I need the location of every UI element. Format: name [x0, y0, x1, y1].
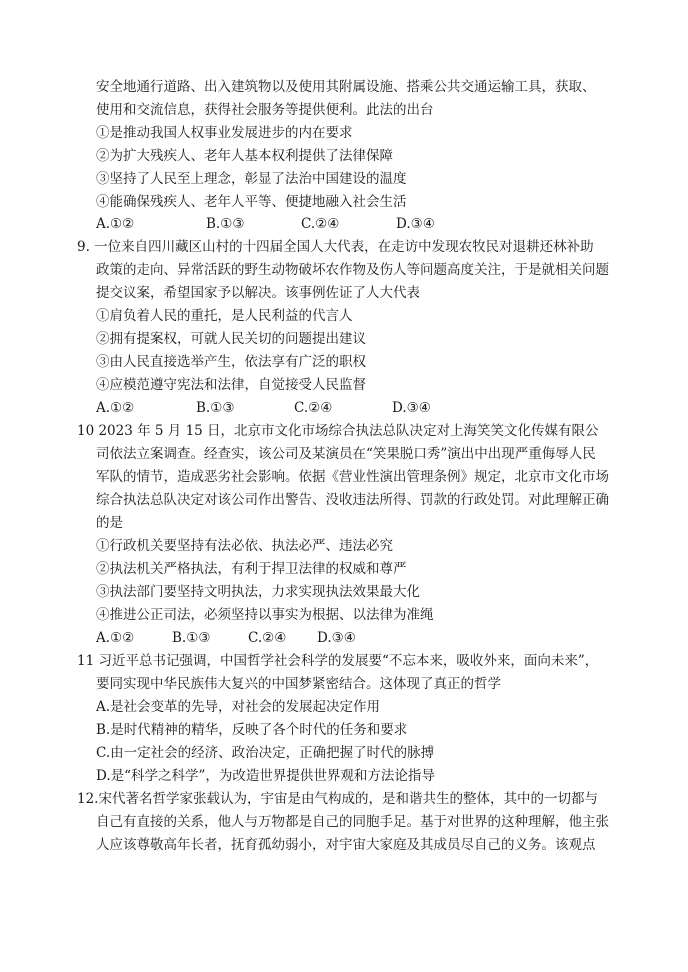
q9-stem-line: 9. 一位来自四川藏区山村的十四届全国人大代表，在走访中发现农牧民对退耕还林补助 [77, 239, 594, 255]
q9-statement: ②拥有提案权，可就人民关切的问题提出建议 [96, 331, 366, 347]
q9-option-d[interactable]: D.③④ [392, 400, 431, 416]
q8-option-d[interactable]: D.③④ [396, 216, 435, 232]
q8-option-c[interactable]: C.②④ [301, 216, 340, 232]
q12-stem-line: 12.宋代著名哲学家张载认为，宇宙是由气构成的，是和谐共生的整体，其中的一切都与 [77, 791, 598, 807]
q11-choice-a[interactable]: A.是社会变革的先导，对社会的发展起决定作用 [96, 699, 381, 715]
q8-statement: ①是推动我国人权事业发展进步的内在要求 [96, 125, 353, 141]
q8-option-a[interactable]: A.①② [96, 216, 135, 232]
q9-option-a[interactable]: A.①② [96, 400, 135, 416]
q9-statement: ④应模范遵守宪法和法律，自觉接受人民监督 [96, 377, 366, 393]
q10-statement: ④推进公正司法，必须坚持以事实为根据、以法律为准绳 [96, 607, 434, 623]
q9-statement: ①肩负着人民的重托，是人民利益的代言人 [96, 308, 353, 324]
q8-statement: ③坚持了人民至上理念，彰显了法治中国建设的温度 [96, 171, 407, 187]
q8-option-b[interactable]: B.①③ [206, 216, 245, 232]
q9-options [96, 397, 616, 419]
q9-stem-line: 政策的走向、异常活跃的野生动物破坏农作物及伤人等问题高度关注，于是就相关问题 [96, 262, 609, 278]
q11-stem-line: 要同实现中华民族伟大复兴的中国梦紧密结合。这体现了真正的哲学 [96, 676, 501, 692]
q10-option-a[interactable]: A.①② [96, 630, 135, 646]
q12-stem-line: 自己有直接的关系，他人与万物都是自己的同胞手足。基于对世界的这种理解，他主张 [96, 814, 609, 830]
q10-stem-line: 司依法立案调查。经查实，该公司及某演员在“笑果脱口秀”演出中出现严重侮辱人民 [96, 446, 596, 462]
q9-stem-line: 提交议案，希望国家予以解决。该事例佐证了人大代表 [96, 285, 420, 301]
q11-stem-line: 11 习近平总书记强调，中国哲学社会科学的发展要“不忘本来，吸收外来，面向未来”， [77, 653, 599, 669]
q9-option-c[interactable]: C.②④ [294, 400, 333, 416]
q11-choice-b[interactable]: B.是时代精神的精华，反映了各个时代的任务和要求 [96, 722, 408, 738]
q10-option-c[interactable]: C.②④ [248, 630, 287, 646]
q10-stem-line: 的是 [96, 515, 123, 531]
q9-statement: ③由人民直接选举产生，依法享有广泛的职权 [96, 354, 366, 370]
q11-choice-d[interactable]: D.是“科学之科学”，为改造世界提供世界观和方法论指导 [96, 768, 435, 784]
q8-statement: ②为扩大残疾人、老年人基本权利提供了法律保障 [96, 148, 393, 164]
q10-statement: ①行政机关要坚持有法必依、执法必严、违法必究 [96, 538, 393, 554]
q10-stem-line: 综合执法总队决定对该公司作出警告、没收违法所得、罚款的行政处罚。对此理解正确 [96, 492, 609, 508]
q10-option-d[interactable]: D.③④ [317, 630, 356, 646]
q8-text-line: 安全地通行道路、出入建筑物以及使用其附属设施、搭乘公共交通运输工具，获取、 [96, 79, 596, 95]
q10-stem-line: 10 2023 年 5 月 15 日，北京市文化市场综合执法总队决定对上海笑笑文化传媒有限公 [77, 423, 599, 439]
q12-stem-line: 人应该尊敬高年长者，抚育孤幼弱小，对宇宙大家庭及其成员尽自己的义务。该观点 [96, 837, 596, 853]
q10-statement: ②执法机关严格执法，有利于捍卫法律的权威和尊严 [96, 561, 407, 577]
q8-options [96, 213, 616, 235]
q10-stem-line: 军队的情节，造成恶劣社会影响。依据《营业性演出管理条例》规定，北京市文化市场 [96, 469, 609, 485]
q8-text-line: 使用和交流信息，获得社会服务等提供便利。此法的出台 [96, 102, 434, 118]
q11-choice-c[interactable]: C.由一定社会的经济、政治决定，正确把握了时代的脉搏 [96, 745, 435, 761]
q8-statement: ④能确保残疾人、老年人平等、便捷地融入社会生活 [96, 194, 407, 210]
q10-options [96, 627, 616, 649]
q10-statement: ③执法部门要坚持文明执法，力求实现执法效果最大化 [96, 584, 420, 600]
q10-option-b[interactable]: B.①③ [172, 630, 211, 646]
q9-option-b[interactable]: B.①③ [196, 400, 235, 416]
